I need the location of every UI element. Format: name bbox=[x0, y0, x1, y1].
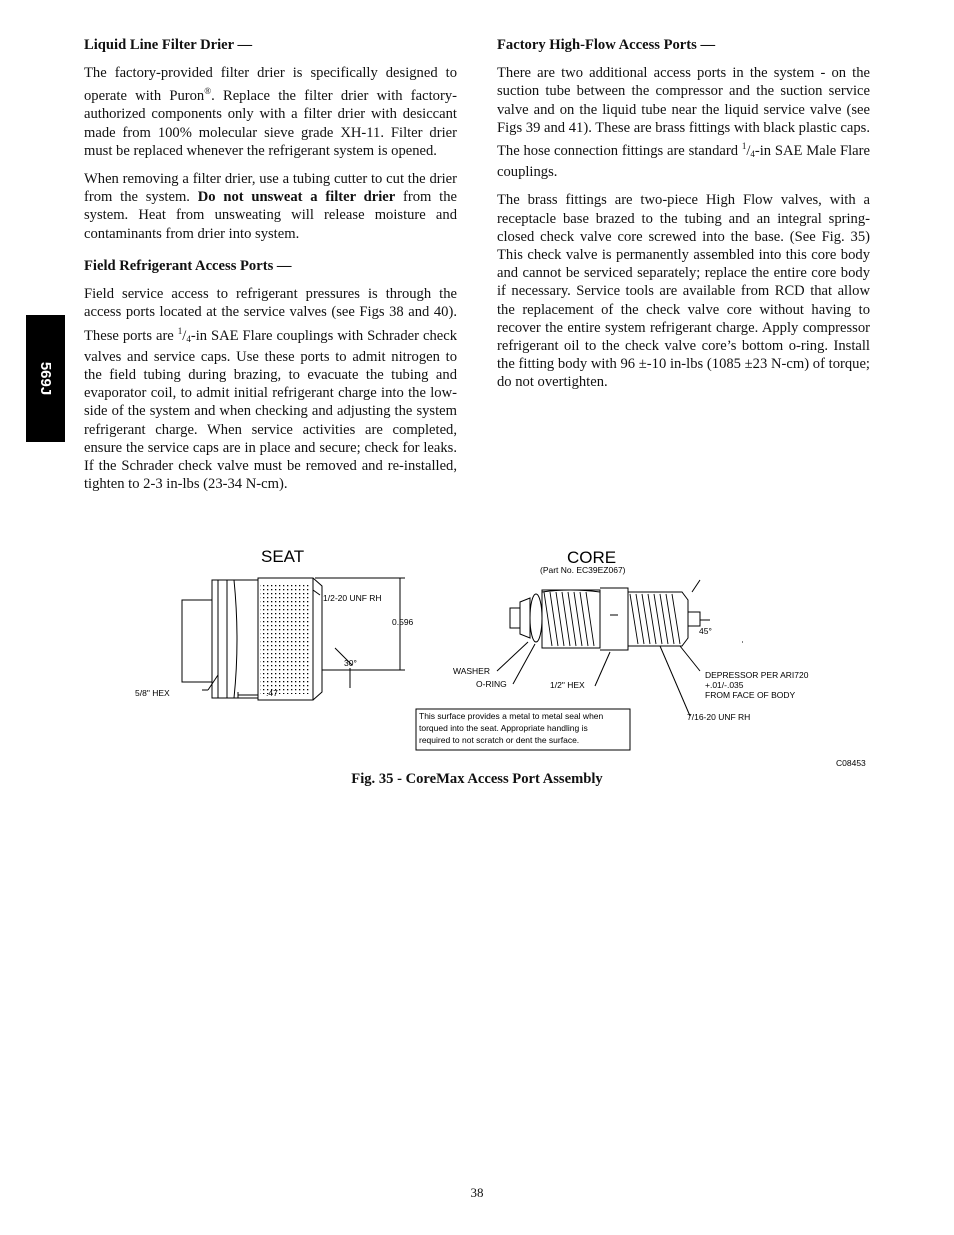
label-45-deg: 45° bbox=[699, 626, 712, 636]
fraction-quarter: $^1/_4$ bbox=[177, 325, 191, 344]
core-title: CORE bbox=[567, 548, 617, 567]
label-0596: 0.596 bbox=[392, 617, 414, 627]
label-716-unf: 7/16-20 UNF RH bbox=[687, 712, 751, 722]
fraction-quarter: $^1/_4$ bbox=[741, 141, 755, 160]
label-047: .47 bbox=[266, 688, 278, 698]
coremax-figure bbox=[130, 540, 875, 775]
seat-title: SEAT bbox=[261, 547, 305, 566]
label-depressor-1: DEPRESSOR PER ARI720 bbox=[705, 670, 809, 680]
label-depressor-2: +.01/-.035 bbox=[705, 680, 744, 690]
side-tab bbox=[26, 315, 65, 442]
heading-high-flow: Factory High-Flow Access Ports — bbox=[497, 37, 716, 53]
paragraph-field-ports: Field service access to refrigerant pressures is through the access ports located at the service valves (see Figs 38 and 40). These ports are $^1/_4-in$ SAE Flare couplings with Schrader check valves and service caps. Use these ports to admit nitrogen to the field tubing during brazing, to evacuate the tubing and evaporator coil, to admit initial refrigerant charge into the low-side of the system and when checking and adjusting the system refrigerant charge. When service activities are completed, ensure the service caps are in place and secure; check for leaks. If the Schrader check valve must be removed and re-installed, tighten to 2-3 in-lbs (23-34 N-cm). bbox=[84, 286, 457, 493]
page-number: 38 bbox=[470, 1185, 484, 1200]
label-oring: O-RING bbox=[476, 679, 507, 689]
paragraph-remove-drier: When removing a filter drier, use a tubing cutter to cut the drier from the system. Do not unsweat a filter drier from the system. Heat from unsweating will release moisture and contaminants from drier into system. bbox=[84, 171, 457, 242]
label-30-deg: 30° bbox=[344, 658, 357, 668]
paragraph-filter-drier: The factory-provided filter drier is specifically designed to operate with Puron®. Replace the filter drier with factory-authorized components only with a filter drier with desiccant made from 100% molecular sieve grade XH-11. Filter drier must be replaced whenever the refrigerant system is opened. bbox=[84, 65, 457, 159]
figure-caption: Fig. 35 - CoreMax Access Port Assembly bbox=[351, 771, 603, 787]
label-12-hex: 1/2" HEX bbox=[550, 680, 585, 690]
label-washer: WASHER bbox=[453, 666, 490, 676]
heading-filter-drier: Liquid Line Filter Drier — bbox=[84, 37, 253, 53]
paragraph-high-flow: There are two additional access ports in the system - on the suction tube between the compressor and the suction service valve and on the liquid tube near the liquid service valve (see Figs 39 and 41). These are brass fittings with black plastic caps. The hose connection fittings are standard $^1/_4-in$ SAE Male Flare couplings. bbox=[497, 65, 871, 181]
label-unf-seat: 1/2-20 UNF RH bbox=[323, 593, 382, 603]
label-58-hex: 5/8" HEX bbox=[135, 688, 170, 698]
note-line-2: torqued into the seat. Appropriate handling is bbox=[419, 723, 588, 733]
paragraph-brass-fittings: The brass fittings are two-piece High Flow valves, with a receptacle base brazed to the tubing and an integral spring-closed check valve core screwed into the base. (See Fig. 35) This check valve is permanently assembled into this core body and cannot be serviced separately; replace the entire core body if necessary. Service tools are available from RCD that allow the replacement of the check valve core without having to recover the entire system refrigerant charge. Apply compressor refrigerant oil to the check valve core’s bottom o-ring. Install the fitting body with 96 ±-10 in-lbs (1085 ±23 N-cm) of torque; do not overtighten. bbox=[497, 192, 870, 391]
side-tab-label: 569J bbox=[37, 361, 54, 396]
note-line-3: required to not scratch or dent the surface. bbox=[419, 735, 580, 745]
coremax-diagram bbox=[130, 540, 875, 775]
part-number: (Part No. EC39EZ067) bbox=[540, 565, 626, 575]
heading-field-ports: Field Refrigerant Access Ports — bbox=[84, 257, 292, 274]
figure-code: C08453 bbox=[836, 758, 866, 768]
label-depressor-3: FROM FACE OF BODY bbox=[705, 690, 796, 700]
right-column bbox=[497, 36, 870, 402]
note-line-1: This surface provides a metal to metal seal when bbox=[419, 711, 604, 721]
left-column bbox=[84, 36, 457, 503]
